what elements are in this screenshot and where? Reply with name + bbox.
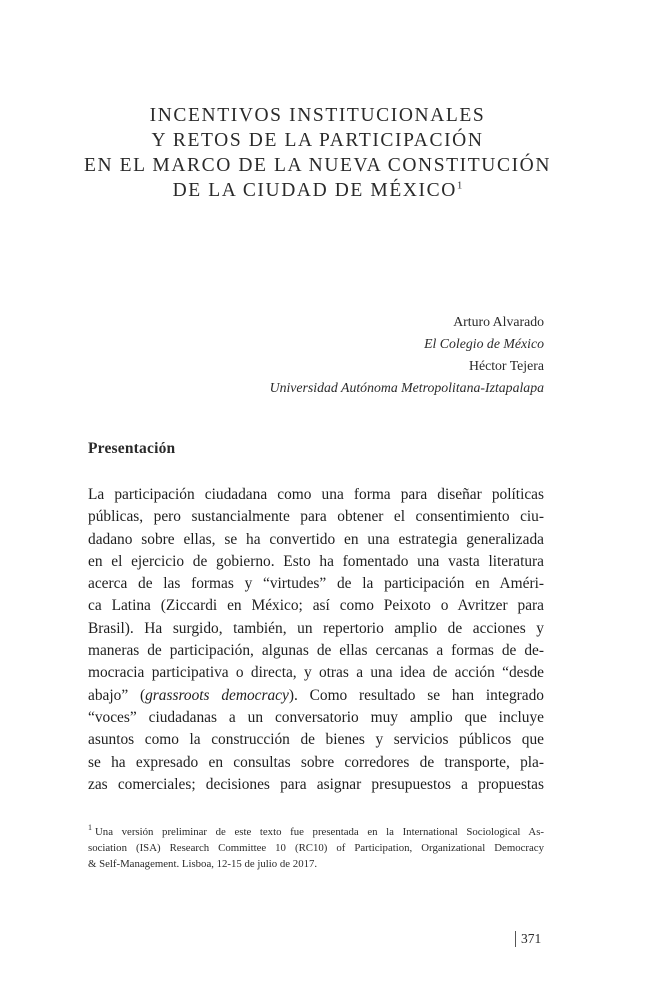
title-footnote-ref[interactable]: 1 — [456, 179, 463, 192]
footnote-line-1-text: Una versión preliminar de este texto fue presentada en la International Sociological As- — [95, 826, 544, 838]
body-line: asuntos como la construcción de bienes y servicios públicos que — [88, 731, 544, 749]
footnote-mark: 1 — [88, 823, 92, 833]
body-line-with-italic — [88, 685, 544, 707]
italic-term: grassroots democracy — [145, 686, 289, 704]
title-line-1: INCENTIVOS INSTITUCIONALES — [149, 105, 486, 126]
footnote-line: sociation (ISA) Research Committee 10 (RC10) of Participation, Organizational Democracy — [88, 842, 544, 854]
author-1-affiliation: El Colegio de México — [424, 336, 544, 351]
body-line: mocracia participativa o directa, y otras a una idea de acción “desde — [88, 664, 544, 682]
body-line: “voces” ciudadanas a un conversatorio muy amplio que incluye — [88, 708, 544, 726]
body-line: acerca de las formas y “virtudes” de la participación en Améri- — [88, 575, 544, 593]
body-line: zas comerciales; decisiones para asignar presupuestos a propuestas — [88, 775, 544, 793]
section-heading: Presentación — [88, 440, 176, 457]
title-line-2: Y RETOS DE LA PARTICIPACIÓN — [151, 130, 484, 151]
footnote — [88, 824, 544, 872]
footnote-line — [88, 824, 544, 840]
body-line-10-pre: abajo” ( — [88, 686, 146, 704]
author-1-name: Arturo Alvarado — [453, 314, 544, 329]
body-line: ca Latina (Ziccardi en México; así como Peixoto o Avritzer para — [88, 597, 544, 615]
body-line: Brasil). Ha surgido, también, un repertorio amplio de acciones y — [88, 619, 544, 637]
author-2-affiliation: Universidad Autónoma Metropolitana-Iztapalapa — [269, 380, 544, 395]
page-number: 371 — [515, 931, 541, 947]
body-line: en el ejercicio de gobierno. Esto ha fomentado una vasta literatura — [88, 552, 544, 570]
body-line-10-post: ). Como resultado se han integrado — [288, 686, 545, 704]
author-block — [270, 311, 544, 399]
body-line: La participación ciudadana como una forma para diseñar políticas — [88, 486, 544, 503]
body-paragraph — [88, 484, 544, 796]
author-2-name: Héctor Tejera — [468, 358, 544, 373]
footnote-line: & Self-Management. Lisboa, 12-15 de julio de 2017. — [88, 858, 318, 870]
body-line: públicas, pero sustancialmente para obtener el consentimiento ciu- — [88, 508, 544, 526]
title-line-4-text: DE LA CIUDAD DE MÉXICO — [172, 180, 457, 201]
body-line: dadano sobre ellas, se ha convertido en una estrategia generalizada — [88, 530, 544, 548]
title-line-3: EN EL MARCO DE LA NUEVA CONSTITUCIÓN — [83, 155, 552, 176]
chapter-title — [60, 103, 575, 203]
body-line: maneras de participación, algunas de ellas cercanas a formas de de- — [88, 642, 544, 660]
body-line: se ha expresado en consultas sobre corredores de transporte, pla- — [88, 753, 544, 771]
title-line-4 — [60, 178, 575, 203]
